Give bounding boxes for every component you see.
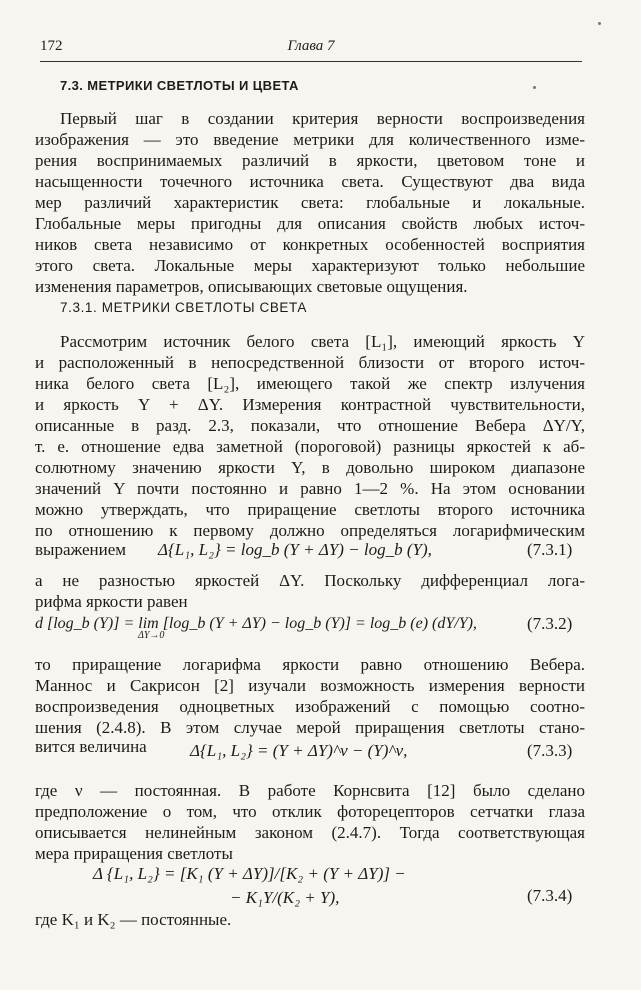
para2-line: можно утверждать, что приращение светлоты второго источника [35, 500, 585, 519]
para3-line: рифма яркости равен [35, 592, 188, 611]
para1-line: рения воспринимаемых различий в яркости, цветовом тоне и [35, 151, 585, 170]
equation-7-3-1: Δ{L₁, L₂} = log_b (Y + ΔY) − log_b (Y), [158, 540, 432, 559]
para5-line: предположение о том, что отклик фоторецепторов сетчатки глаза [35, 802, 585, 821]
para1-line: этого света. Локальные меры характеризуют только небольшие [35, 256, 585, 275]
para1-line: ников света независимо от конкретных особенностей восприятия [35, 235, 585, 254]
para4-line: Маннос и Сакрисон [2] изучали возможность измерения верности [35, 676, 585, 695]
para2-line: ника белого света [L₂], имеющего такой же спектр излучения [35, 374, 585, 393]
para1-line: изменения параметров, описывающих световые ощущения. [35, 277, 468, 296]
para4-line: шения (2.4.8). В этом случае мерой приращения светлоты стано- [35, 718, 585, 737]
para6-line: где K₁ и K₂ — постоянные. [35, 910, 232, 929]
para3-line: а не разностью яркостей ΔY. Поскольку дифференциал лога- [35, 571, 585, 590]
para2-line: т. е. отношение едва заметной (пороговой) разницы яркостей к аб- [35, 437, 585, 456]
equation-number: (7.3.3) [527, 741, 573, 760]
para2-line: Рассмотрим источник белого света [L₁], имеющий яркость Y [60, 332, 585, 351]
para4-line: воспроизведения одноцветных изображений с помощью соотно- [35, 697, 585, 716]
equation-7-3-4-line1: Δ {L₁, L₂} = [K₁ (Y + ΔY)]/[K₂ + (Y + ΔY)] − [93, 864, 406, 883]
scan-speck [533, 86, 536, 89]
para1-line: Первый шаг в создании критерия верности воспроизведения [60, 109, 585, 128]
header-rule [40, 61, 582, 62]
para1-line: мер различий характеристик света: глобальные и локальные. [35, 193, 585, 212]
para5-line: описывается нелинейным законом (2.4.7). Тогда соответствующая [35, 823, 585, 842]
equation-number: (7.3.1) [527, 540, 573, 559]
para5-line: мера приращения светлоты [35, 844, 233, 863]
para2-line: солютному значению яркости Y, в довольно широком диапазоне [35, 458, 585, 477]
equation-7-3-4-line2: − K₁Y/(K₂ + Y), [230, 888, 340, 907]
para4-line: вится величина [35, 737, 147, 756]
scan-speck [598, 22, 601, 25]
section-heading: 7.3. МЕТРИКИ СВЕТЛОТЫ И ЦВЕТА [60, 78, 299, 93]
para1-line: Глобальные меры пригодны для описания свойств любых источ- [35, 214, 585, 233]
equation-number: (7.3.4) [527, 886, 573, 905]
equation-number: (7.3.2) [527, 614, 573, 633]
para2-line: и расположенный в непосредственной близости от второго источ- [35, 353, 585, 372]
para2-line: выражением [35, 540, 127, 559]
para5-line: где ν — постоянная. В работе Корнсвита [12] было сделано [35, 781, 585, 800]
para1-line: насыщенности точечного источника света. Существуют два вида [35, 172, 585, 191]
para4-line: то приращение логарифма яркости равно отношению Вебера. [35, 655, 585, 674]
para2-line: значений Y почти постоянно и равно 1—2 %. На этом основании [35, 479, 585, 498]
subsection-heading: 7.3.1. МЕТРИКИ СВЕТЛОТЫ СВЕТА [60, 300, 308, 315]
equation-7-3-3: Δ{L₁, L₂} = (Y + ΔY)^ν − (Y)^ν, [190, 741, 408, 760]
para2-line: по отношению к первому должно определяться логарифмическим [35, 521, 585, 540]
limit-subscript: ΔY→0 [138, 630, 165, 641]
equation-7-3-2: d [log_b (Y)] = lim [log_b (Y + ΔY) − log_b (Y)] = log_b (e) (dY/Y), [35, 615, 477, 632]
running-header [40, 38, 582, 58]
para2-line: описанные в разд. 2.3, показали, что отношение Вебера ΔY/Y, [35, 416, 585, 435]
para2-line: и яркость Y + ΔY. Измерения контрастной чувствительности, [35, 395, 585, 414]
page-number: 172 [40, 38, 63, 54]
para1-line: изображения — это введение метрики для количественного изме- [35, 130, 585, 149]
chapter-title: Глава 7 [287, 38, 335, 54]
